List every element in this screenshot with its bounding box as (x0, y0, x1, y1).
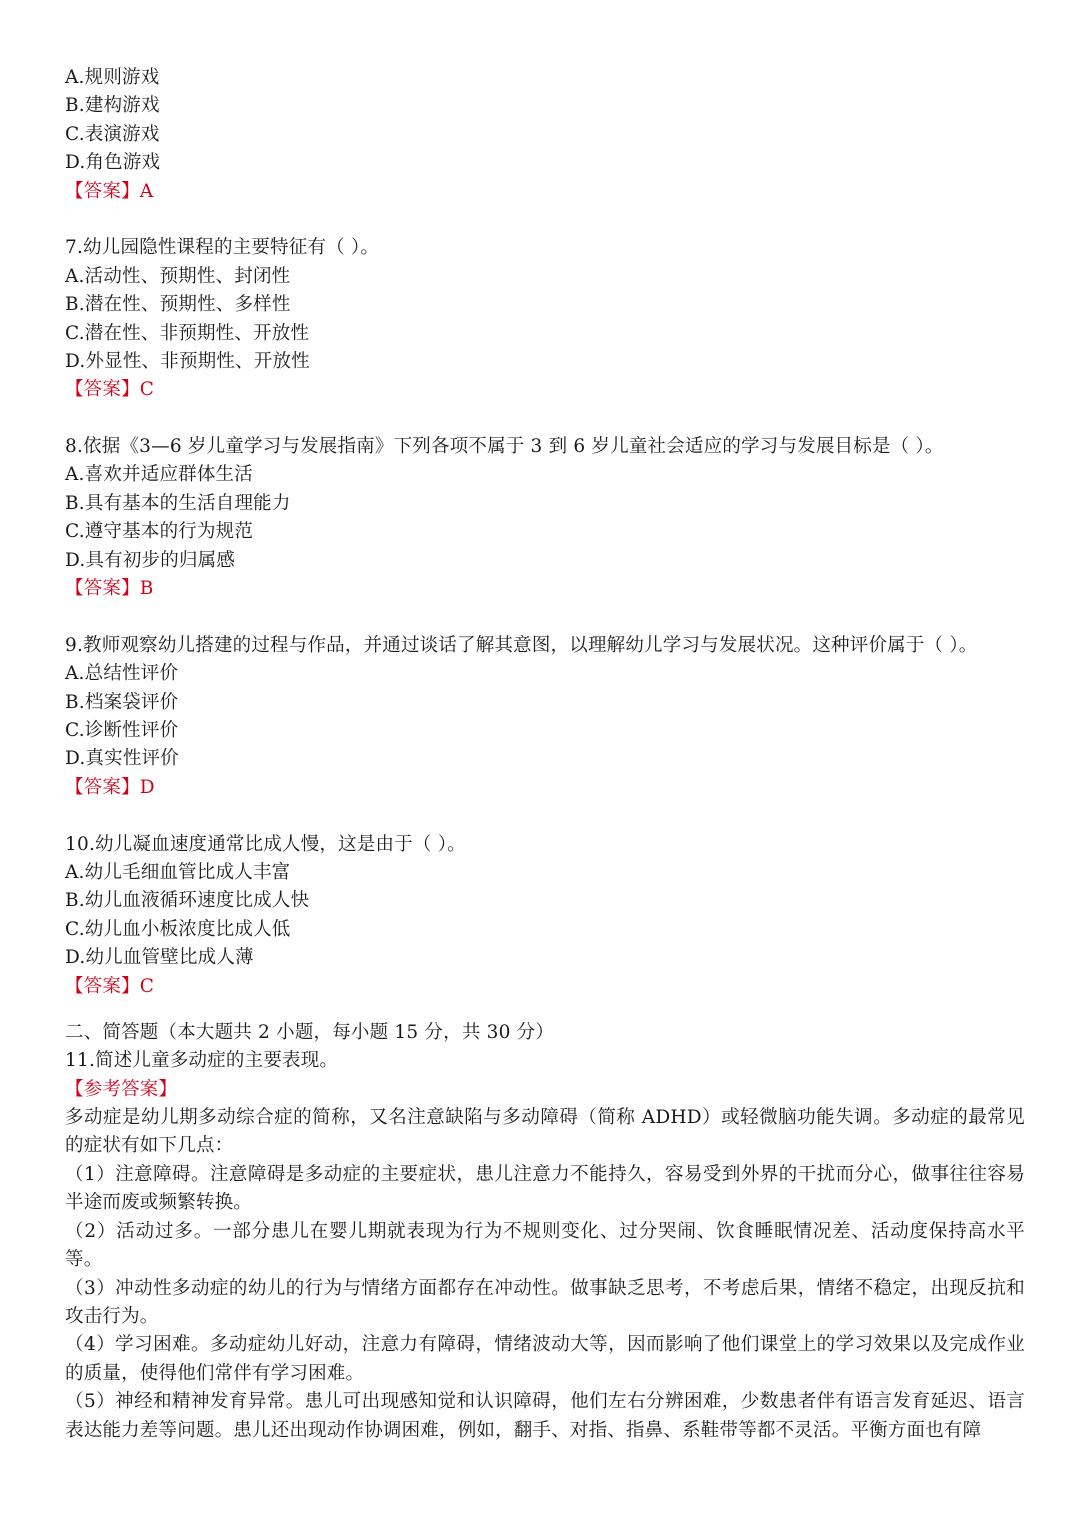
option-c: C.表演游戏 (65, 123, 160, 145)
reference-answer-label: 【参考答案】 (65, 1078, 178, 1100)
answer-point-3: （3）冲动性多动症的幼儿的行为与情绪方面都存在冲动性。做事缺乏思考，不考虑后果，情绪不稳定，出现反抗和攻击行为。 (65, 1277, 1025, 1327)
option-a: A.幼儿毛细血管比成人丰富 (65, 861, 291, 883)
question-11 (65, 1047, 1025, 1445)
question-8 (65, 433, 1025, 603)
question-9 (65, 632, 1025, 802)
answer-label: 【答案】D (65, 776, 155, 798)
option-b: B.具有基本的生活自理能力 (65, 492, 291, 514)
option-a: A.总结性评价 (65, 663, 179, 685)
answer-point-5: （5）神经和精神发育异常。患儿可出现感知觉和认识障碍，他们左右分辨困难，少数患者伴有语言发育延迟、语言表达能力差等问题。患儿还出现动作协调困难，例如，翻手、对指、指鼻、系鞋带等都不灵活。平衡方面也有障 (65, 1391, 1025, 1441)
spacer (65, 405, 1025, 433)
question-stem: 11.简述儿童多动症的主要表现。 (65, 1050, 339, 1072)
question-stem: 7.幼儿园隐性课程的主要特征有（ ）。 (65, 237, 380, 259)
answer-label: 【答案】A (65, 180, 154, 202)
spacer (65, 1001, 1025, 1019)
spacer (65, 802, 1025, 830)
option-d: D.真实性评价 (65, 748, 179, 770)
option-b: B.幼儿血液循环速度比成人快 (65, 890, 310, 912)
question-stem: 9.教师观察幼儿搭建的过程与作品，并通过谈话了解其意图，以理解幼儿学习与发展状况。这种评价属于（ ）。 (65, 634, 978, 656)
option-a: A.规则游戏 (65, 67, 160, 88)
option-b: B.建构游戏 (65, 95, 160, 117)
option-c: C.潜在性、非预期性、开放性 (65, 322, 310, 344)
question-stem: 10.幼儿凝血速度通常比成人慢，这是由于（ ）。 (65, 833, 466, 855)
option-d: D.幼儿血管壁比成人薄 (65, 947, 254, 969)
option-a: A.喜欢并适应群体生活 (65, 464, 253, 486)
question-7 (65, 234, 1025, 404)
answer-point-2: （2）活动过多。一部分患儿在婴儿期就表现为行为不规则变化、过分哭闹、饮食睡眠情况差、活动度保持高水平等。 (65, 1220, 1025, 1271)
question-6 (65, 64, 1025, 206)
question-stem: 8.依据《3—6 岁儿童学习与发展指南》下列各项不属于 3 到 6 岁儿童社会适应的学习与发展目标是（ ）。 (65, 436, 944, 458)
option-a: A.活动性、预期性、封闭性 (65, 265, 291, 287)
answer-point-4: （4）学习困难。多动症幼儿好动，注意力有障碍，情绪波动大等，因而影响了他们课堂上的学习效果以及完成作业的质量，使得他们常伴有学习困难。 (65, 1334, 1025, 1384)
question-10 (65, 831, 1025, 1001)
answer-intro: 多动症是幼儿期多动综合症的简称，又名注意缺陷与多动障碍（简称 ADHD）或轻微脑功能失调。多动症的最常见的症状有如下几点： (65, 1107, 1025, 1157)
section-heading: 二、简答题（本大题共 2 小题，每小题 15 分，共 30 分） (65, 1021, 555, 1043)
option-d: D.角色游戏 (65, 152, 161, 174)
answer-point-1: （1）注意障碍。注意障碍是多动症的主要症状，患儿注意力不能持久，容易受到外界的干扰而分心，做事往往容易半途而废或频繁转换。 (65, 1163, 1025, 1214)
document-page (65, 64, 1025, 1445)
option-d: D.外显性、非预期性、开放性 (65, 350, 310, 372)
option-c: C.幼儿血小板浓度比成人低 (65, 918, 291, 940)
option-b: B.潜在性、预期性、多样性 (65, 294, 291, 316)
spacer (65, 603, 1025, 631)
answer-label: 【答案】C (65, 975, 155, 997)
option-c: C.诊断性评价 (65, 719, 179, 741)
answer-label: 【答案】B (65, 578, 154, 600)
option-d: D.具有初步的归属感 (65, 549, 236, 571)
option-b: B.档案袋评价 (65, 691, 179, 713)
option-c: C.遵守基本的行为规范 (65, 521, 254, 543)
spacer (65, 206, 1025, 234)
answer-label: 【答案】C (65, 379, 155, 401)
